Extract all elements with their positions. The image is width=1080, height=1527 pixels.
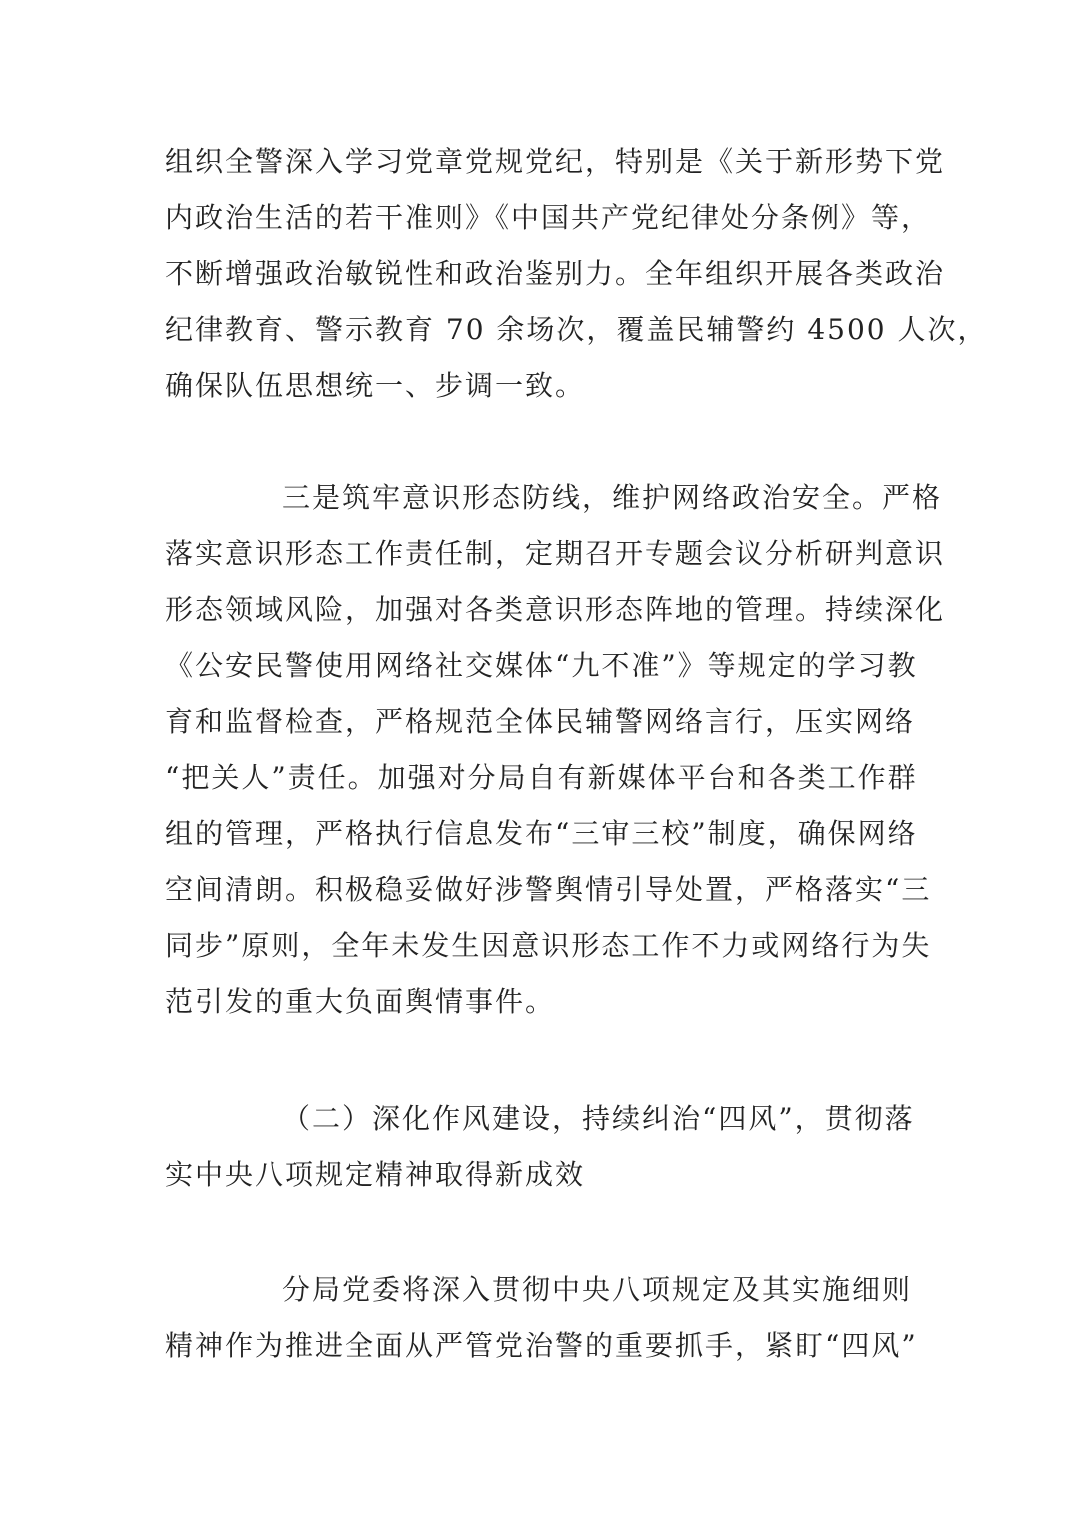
text-line: 分局党委将深入贯彻中央八项规定及其实施细则 (282, 1273, 913, 1306)
text-line: 纪律教育、警示教育 70 余场次，覆盖民辅警约 4500 人次， (165, 313, 988, 346)
text-line: 育和监督检查，严格规范全体民辅警网络言行，压实网络 (165, 705, 916, 738)
text-line: “把关人”责任。加强对分局自有新媒体平台和各类工作群 (165, 761, 918, 794)
paragraph-eight-regulations (165, 1262, 925, 1374)
text-line: 空间清朗。积极稳妥做好涉警舆情引导处置，严格落实“三 (165, 873, 932, 906)
text-line: 范引发的重大负面舆情事件。 (165, 985, 556, 1018)
section-heading-work-style (165, 1091, 925, 1203)
text-line: 同步”原则，全年未发生因意识形态工作不力或网络行为失 (165, 929, 932, 962)
text-line: 三是筑牢意识形态防线，维护网络政治安全。严格 (282, 481, 943, 514)
text-line: 确保队伍思想统一、步调一致。 (165, 369, 586, 402)
paragraph-political-discipline (165, 134, 988, 414)
paragraph-ideology-defense (165, 470, 946, 1030)
text-line: 精神作为推进全面从严管党治警的重要抓手，紧盯“四风” (165, 1329, 918, 1362)
text-line: 内政治生活的若干准则》《中国共产党纪律处分条例》等， (165, 201, 932, 234)
text-line: 形态领域风险，加强对各类意识形态阵地的管理。持续深化 (165, 593, 946, 626)
text-line: 组的管理，严格执行信息发布“三审三校”制度，确保网络 (165, 817, 918, 850)
text-line: 实中央八项规定精神取得新成效 (165, 1158, 586, 1191)
text-line: （二）深化作风建设，持续纠治“四风”，贯彻落 (282, 1102, 915, 1135)
text-line: 《公安民警使用网络社交媒体“九不准”》等规定的学习教 (165, 649, 918, 682)
text-line: 不断增强政治敏锐性和政治鉴别力。全年组织开展各类政治 (165, 257, 946, 290)
text-line: 落实意识形态工作责任制，定期召开专题会议分析研判意识 (165, 537, 946, 570)
text-line: 组织全警深入学习党章党规党纪，特别是《关于新形势下党 (165, 145, 946, 178)
